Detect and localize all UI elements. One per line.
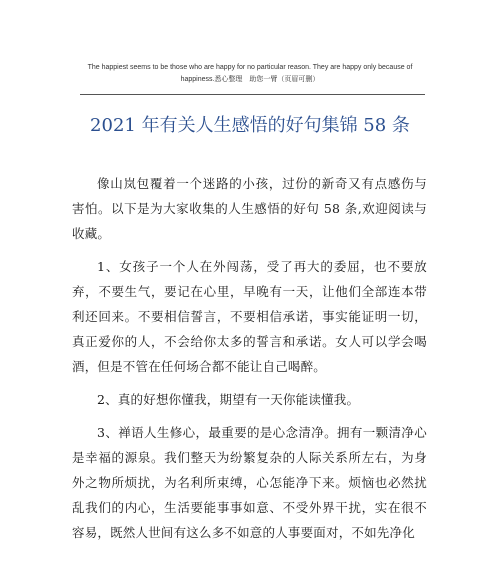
header-line-1: The happiest seems to be those who are happy for no particular reason. They are happy only because of: [87, 64, 413, 71]
document-body: [72, 171, 427, 553]
intro-paragraph: 像山岚包覆着一个迷路的小孩，过份的新奇又有点感伤与害怕。以下是为大家收集的人生感悟的好句 58 条,欢迎阅读与收藏。: [72, 176, 427, 241]
header-divider: [80, 94, 425, 95]
paragraph-1: 1、女孩子一个人在外闯荡，受了再大的委屈，也不要放弃，不要生气，要记在心里，早晚有一天，让他们全部连本带利还回来。不要相信誓言，不要相信承诺，事实能证明一切，真正爱你的人，不会给你太多的誓言和承诺。女人可以学会喝酒，但是不管在任何场合都不能让自己喝醉。: [72, 259, 427, 374]
paragraph-2: 2、真的好想你懂我，期望有一天你能读懂我。: [97, 392, 360, 407]
paragraph-3: 3、禅语人生修心，最重要的是心念清净。拥有一颗清净心是幸福的源泉。我们整天为纷繁复杂的人际关系所左右，为身外之物所烦扰，为名利所束缚，心怎能净下来。烦恼也必然扰乱我们的内心，生活要能事事如意、不受外界干扰，实在很不容易，既然人世间有这么多不如意的人事要面对，不如先净化: [72, 425, 427, 540]
header-line-2: happiness.悉心整理 助您一臂（页眉可删）: [180, 76, 320, 83]
document-title: 2021 年有关人生感悟的好句集锦 58 条: [90, 115, 410, 136]
page-header: [70, 62, 430, 86]
